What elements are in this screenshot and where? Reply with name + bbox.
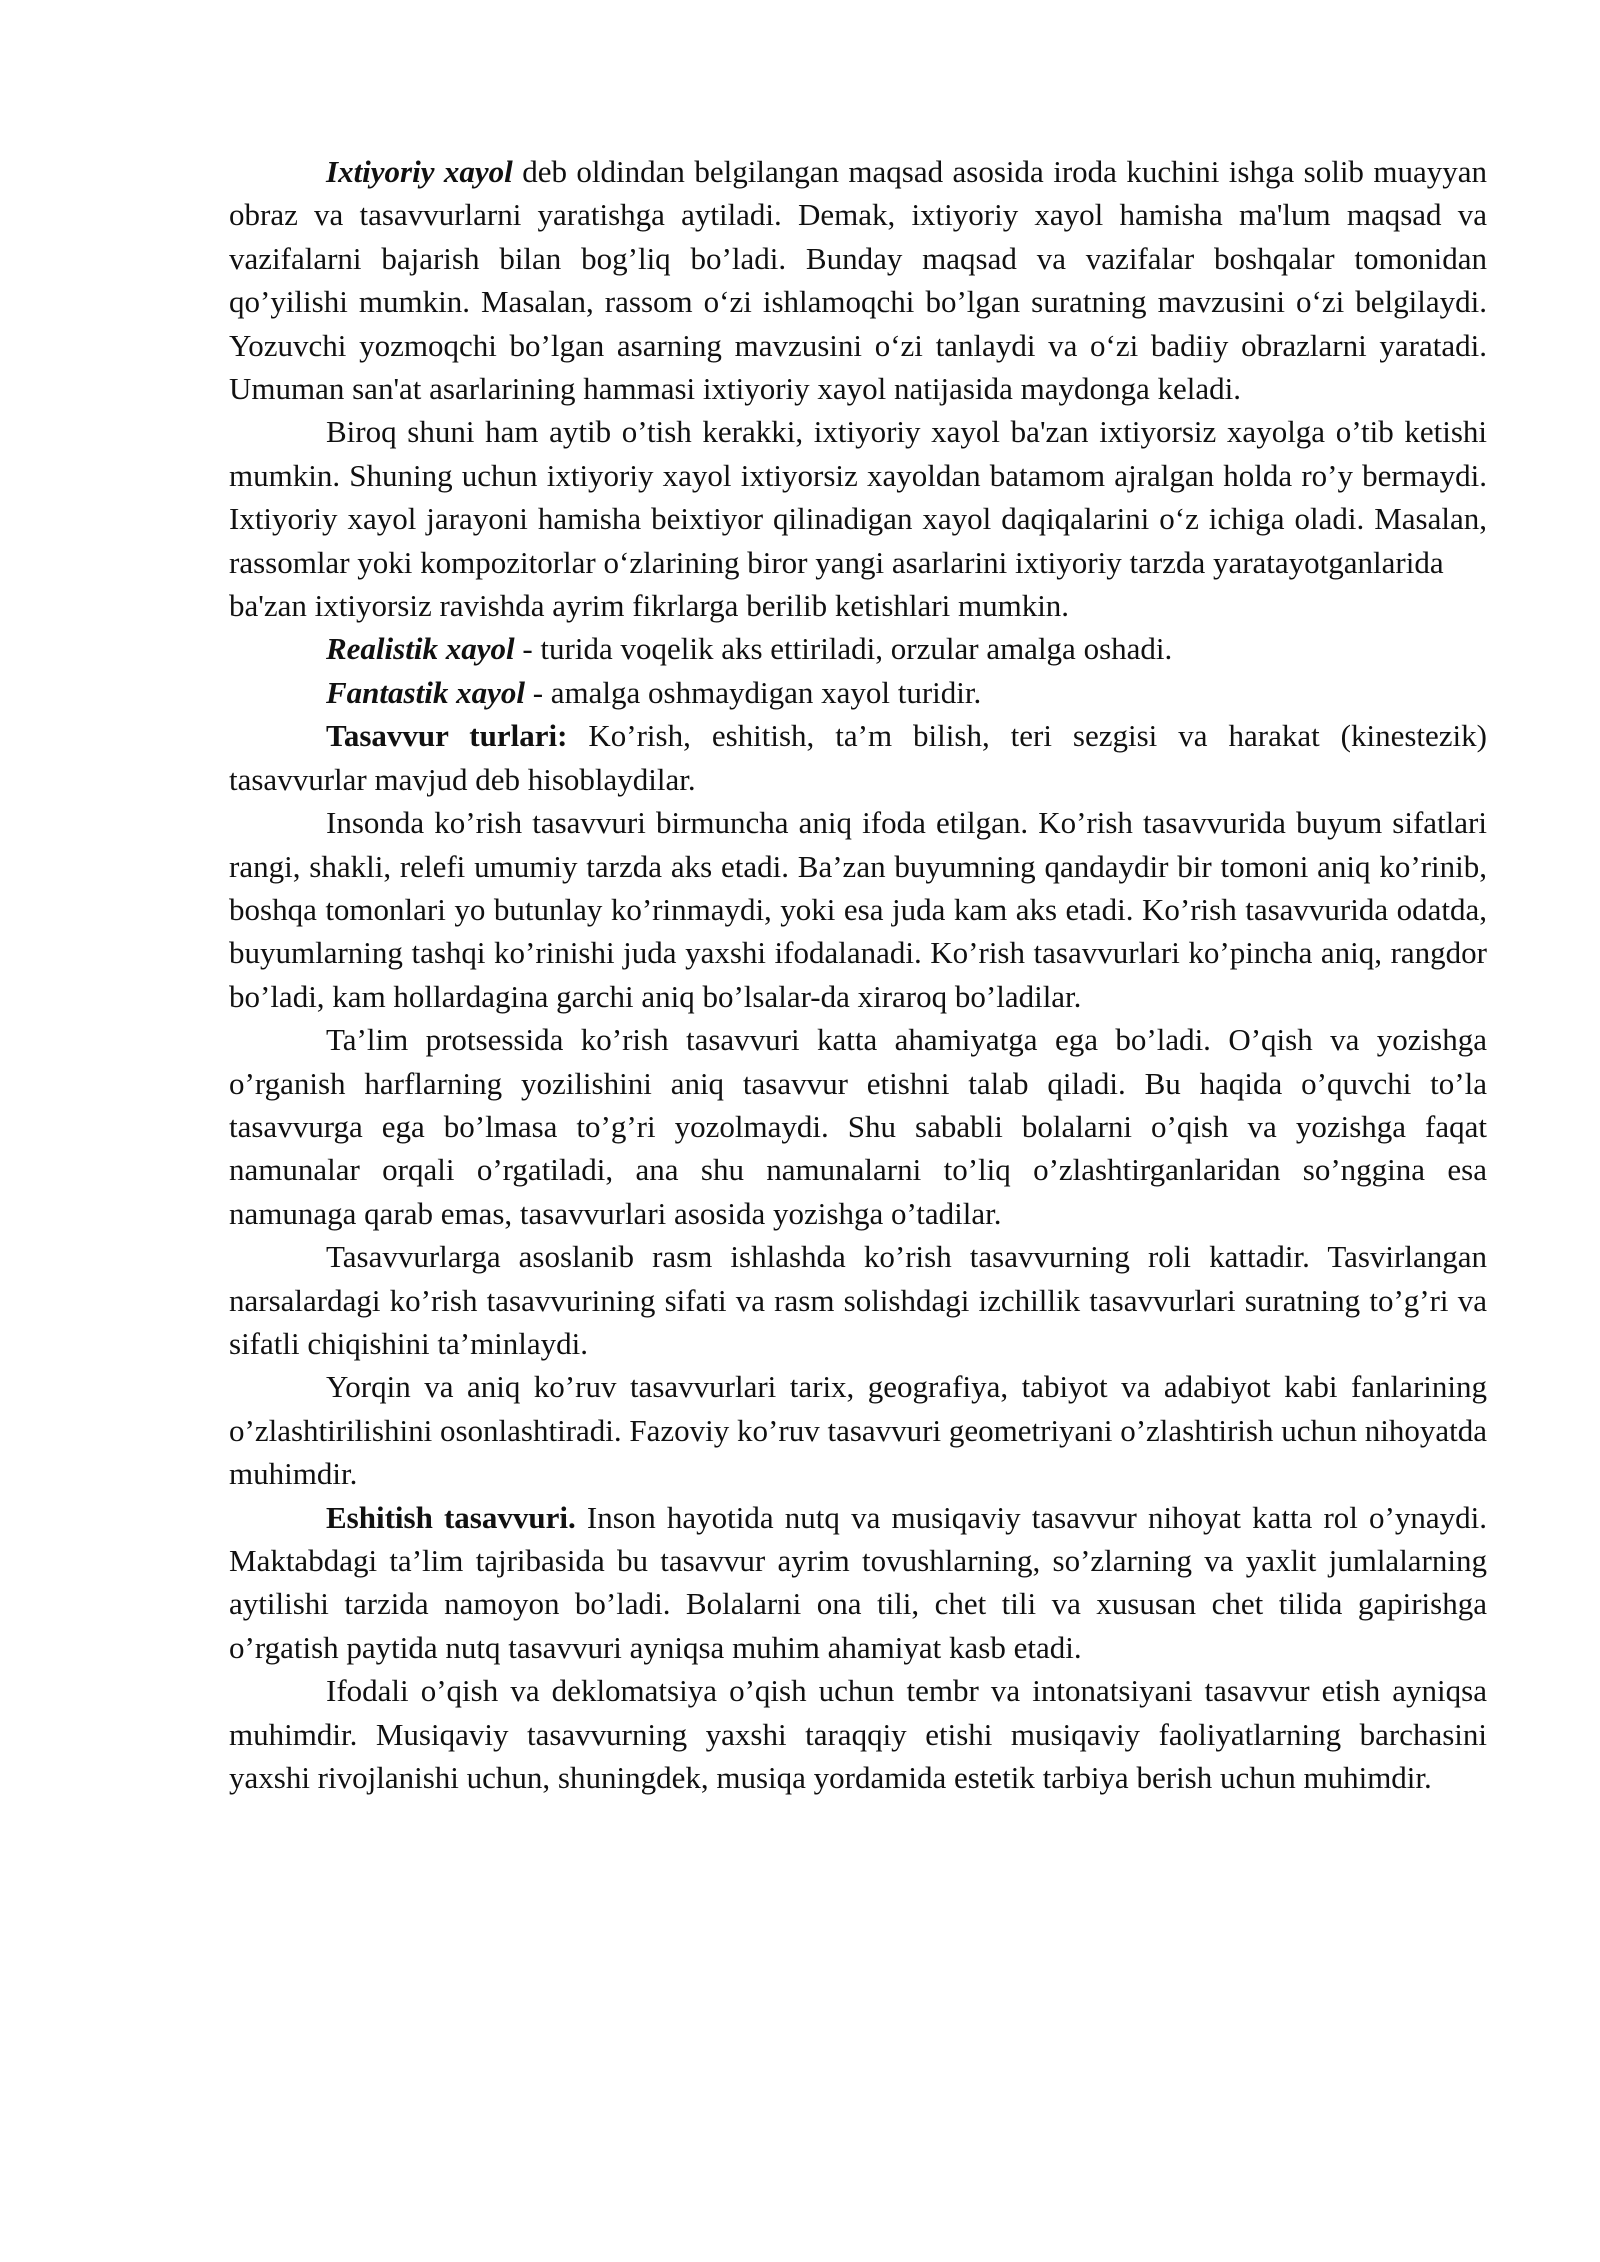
paragraph-text: Ifodali o’qish va deklomatsiya o’qish uchun tembr va intonatsiyani tasavvur etish ayniqsa muhimdir. Musiqaviy tasavvurning yaxshi taraqqiy etishi musiqaviy faoliyatlarning barchasini yaxshi rivojlanishi uchun, shuningdek, musiqa yordamida estetik tarbiya berish uchun muhimdir. (229, 1673, 1487, 1796)
term-tasavvur-turlari: Tasavvur turlari: (326, 718, 568, 754)
term-realistik-xayol: Realistik xayol (326, 631, 515, 667)
paragraph-ifodali-oqish (229, 1669, 1487, 1799)
paragraph-text: Ta’lim protsessida ko’rish tasavvuri katta ahamiyatga ega bo’ladi. O’qish va yozishga o’rganish harflarning yozilishini aniq tasavvur etishni talab qiladi. Bu haqida o’quvchi to’la tasavvurga ega bo’lmasa to’g’ri yozolmaydi. Shu sababli bolalarni o’qish va yozishga faqat namunalar orqali o’rgatiladi, ana shu namunalarni to’liq o’zlashtirganlaridan so’nggina esa namunaga qarab emas, tasavvurlari asosida yozishga o’tadilar. (229, 1022, 1487, 1231)
paragraph-text: - amalga oshmaydigan xayol turidir. (524, 674, 982, 710)
term-ixtiyoriy-xayol: Ixtiyoriy xayol (326, 154, 513, 189)
paragraph-text: Tasavvurlarga asoslanib rasm ishlashda ko’rish tasavvurning roli kattadir. Tasvirlangan narsalardagi ko’rish tasavvurining sifati va rasm solishdagi izchillik tasavvurlari suratning to’g’ri va sifatli chiqishini ta’minlaydi. (229, 1239, 1487, 1361)
paragraph-tasavvur-turlari (229, 714, 1487, 801)
paragraph-realistik-xayol (229, 627, 1487, 670)
paragraph-talim-protsessida (229, 1018, 1487, 1235)
paragraph-text: Inson hayotida nutq va musiqaviy tasavvur nihoyat katta rol o’ynaydi. Maktabdagi ta’lim tajribasida bu tasavvur ayrim tovushlarning, so’zlarning va yaxlit jumlalarning aytilishi tarzida namoyon bo’ladi. Bolalarni ona tili, chet tili va xususan chet tilida gapirishga o’rgatish paytida nutq tasavvuri ayniqsa muhim ahamiyat kasb etadi. (229, 1499, 1487, 1665)
paragraph-text: ba'zan ixtiyorsiz ravishda ayrim fikrlarga berilib ketishlari mumkin. (229, 588, 1070, 624)
document-page (229, 150, 1487, 1799)
paragraph-text: - turida voqelik aks ettiriladi, orzular amalga oshadi. (514, 631, 1173, 667)
paragraph-korish-tasavvuri (229, 801, 1487, 1018)
paragraph-eshitish-tasavvuri (229, 1496, 1487, 1670)
paragraph-koruv-tasavvurlari (229, 1365, 1487, 1495)
paragraph-rasm-ishlash (229, 1235, 1487, 1365)
paragraph-text: Biroq shuni ham aytib o’tish kerakki, ixtiyoriy xayol ba'zan ixtiyorsiz xayolga o’tib ketishi mumkin. Shuning uchun ixtiyoriy xayol ixtiyorsiz xayoldan batamom ajralgan holda ro’y bermaydi. Ixtiyoriy xayol jarayoni hamisha beixtiyor qilinadigan xayol daqiqalarini o‘z ichiga oladi. Masalan, rassomlar yoki kompozitorlar o‘zlarining biror yangi asarlarini ixtiyoriy tarzda yaratayotganlarida (229, 414, 1487, 580)
paragraph-text: Insonda ko’rish tasavvuri birmuncha aniq ifoda etilgan. Ko’rish tasavvurida buyum sifatlari rangi, shakli, relefi umumiy tarzda aks etadi. Ba’zan buyumning qandaydir bir tomoni aniq ko’rinib, boshqa tomonlari yo butunlay ko’rinmaydi, yoki esa juda kam aks etadi. Ko’rish tasavvurida odatda, buyumlarning tashqi ko’rinishi juda yaxshi ifodalanadi. Ko’rish tasavvurlari ko’pincha aniq, rangdor bo’ladi, kam hollardagina garchi aniq bo’lsalar-da xiraroq bo’ladilar. (229, 805, 1487, 1014)
paragraph-text: deb oldindan belgilangan maqsad asosida iroda kuchini ishga solib muayyan obraz va tasavvurlarni yaratishga aytiladi. Demak, ixtiyoriy xayol hamisha ma'lum maqsad va vazifalarni bajarish bilan bog’liq bo’ladi. Bunday maqsad va vazifalar boshqalar tomonidan qo’yilishi mumkin. Masalan, rassom o‘zi ishlamoqchi bo’lgan suratning mavzusini o‘zi belgilaydi. Yozuvchi yozmoqchi bo’lgan asarning mavzusini o‘zi tanlaydi va o‘zi badiiy obrazlarni yaratadi. Umuman san'at asarlarining hammasi ixtiyoriy xayol natijasida maydonga keladi. (229, 154, 1487, 407)
paragraph-fantastik-xayol (229, 671, 1487, 714)
paragraph-text: Yorqin va aniq ko’ruv tasavvurlari tarix, geografiya, tabiyot va adabiyot kabi fanlarining o’zlashtirilishini osonlashtiradi. Fazoviy ko’ruv tasavvuri geometriyani o’zlashtirish uchun nihoyatda muhimdir. (229, 1369, 1487, 1492)
paragraph-text: Ko’rish, eshitish, ta’m bilish, teri sezgisi va harakat (kinestezik) tasavvurlar mavjud deb hisoblaydilar. (229, 718, 1487, 797)
term-fantastik-xayol: Fantastik xayol (326, 674, 525, 710)
paragraph-biroq (229, 410, 1487, 584)
term-eshitish-tasavvuri: Eshitish tasavvuri. (326, 1499, 576, 1535)
paragraph-ixtiyoriy-xayol (229, 150, 1487, 410)
paragraph-biroq-continuation (229, 584, 1487, 627)
